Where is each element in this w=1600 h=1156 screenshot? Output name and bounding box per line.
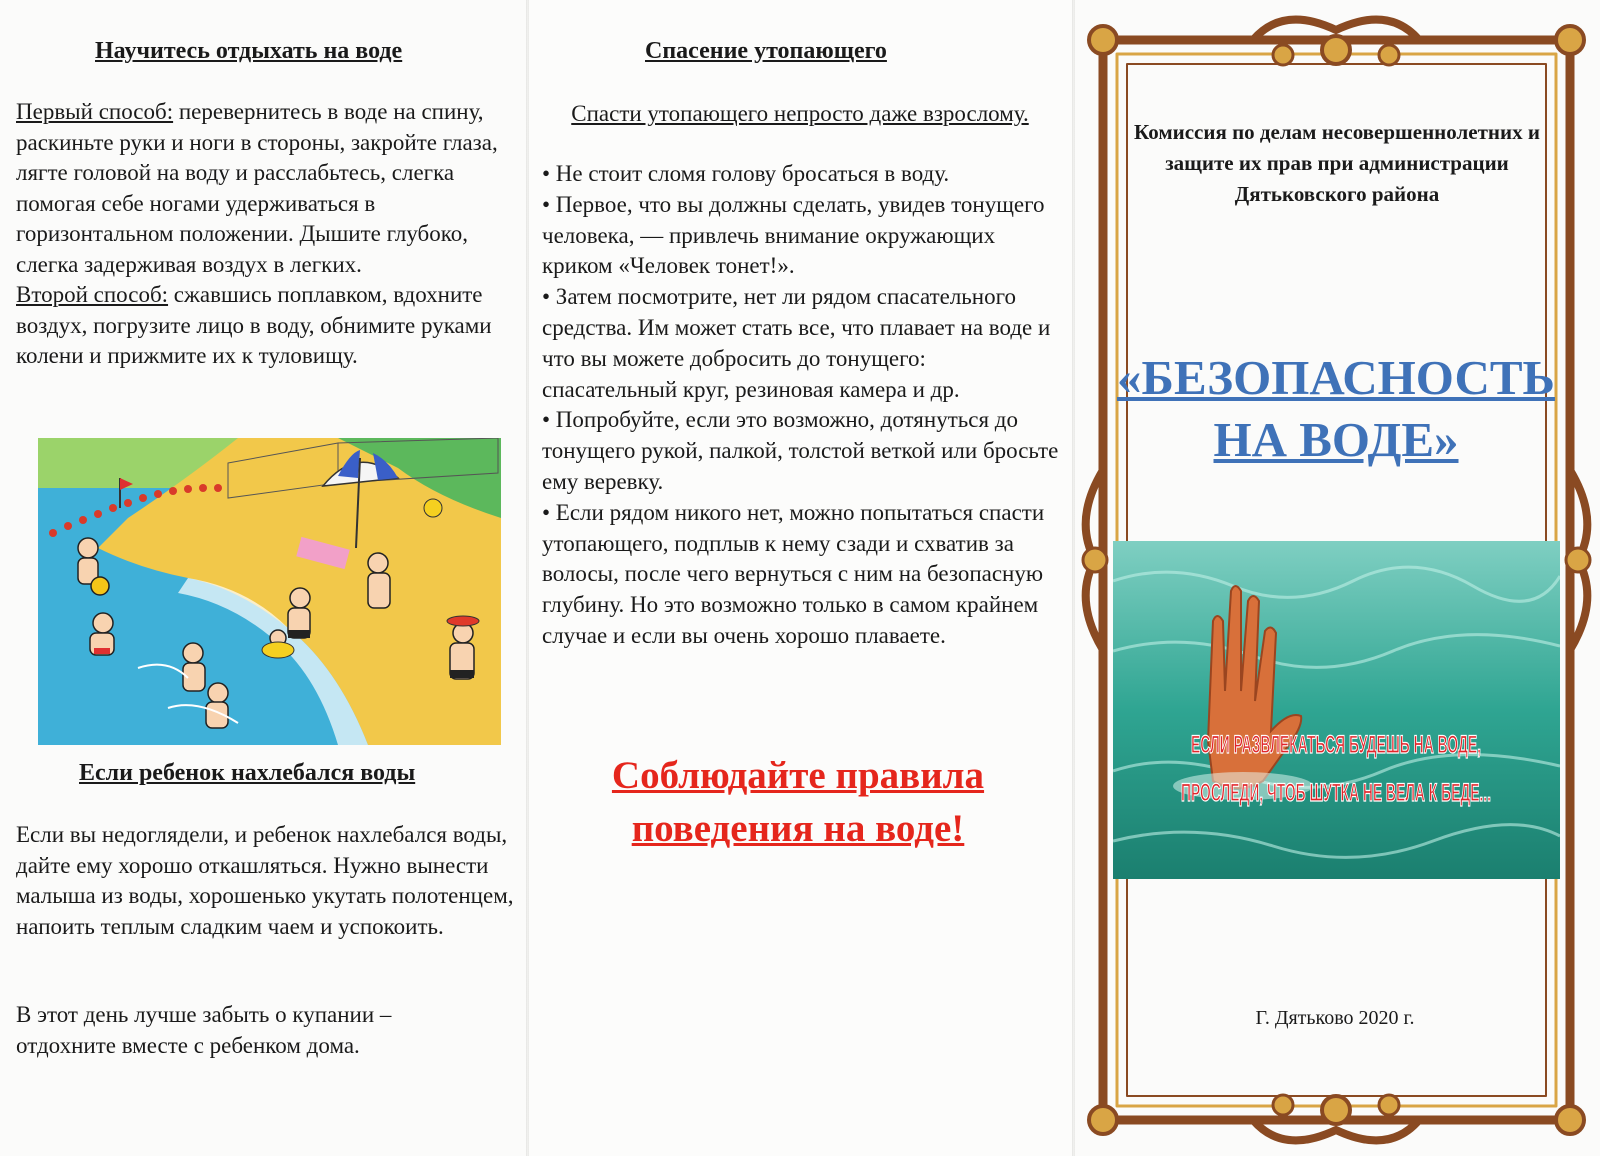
first-method-label: Первый способ: — [16, 99, 174, 124]
final-paragraph: В этот день лучше забыть о купании – отдохните вместе с ребенком дома. — [16, 1002, 392, 1058]
child-swallowed-water-heading: Если ребенок нахлебался воды — [79, 760, 416, 786]
slogan-line: Соблюдайте правила — [611, 754, 985, 797]
title-line: НА ВОДЕ» — [1213, 412, 1459, 467]
list-item: • Если рядом никого нет, можно попытаться спасти утопающего, подплыв к нему сзади и схватив за волосы, после чего вернуться с ним на безопасную глубину. Но это возможно только в самом крайнем случае и если вы очень хорошо плаваете. — [542, 499, 1045, 648]
title-line: «БЕЗОПАСНОСТЬ — [1117, 350, 1555, 405]
safety-slogan — [548, 749, 1048, 855]
beach-illustration — [38, 438, 501, 745]
fold-line — [526, 0, 529, 1156]
organization-name: Комиссия по делам несовершеннолетних и защите их прав при администрации Дятьковского района — [1134, 120, 1540, 206]
city-year: Г. Дятьково 2020 г. — [1255, 1007, 1415, 1029]
drowning-hand-image — [1113, 541, 1560, 879]
leaflet-title — [1100, 347, 1572, 471]
rescue-steps-list — [542, 159, 1062, 652]
caption-line: ЕСЛИ РАЗВЛЕКАТЬСЯ БУДЕШЬ НА ВОДЕ, — [1191, 731, 1481, 759]
list-item: • Не стоит сломя голову бросаться в воду. — [542, 161, 950, 186]
rescue-subheading: Спасти утопающего непросто даже взрослому. — [571, 101, 1029, 126]
choke-paragraph: Если вы недоглядели, и ребенок нахлебался воды, дайте ему хорошо откашляться. Нужно вынести малыша из воды, хорошенько укутать полотенцем, напоить теплым сладким чаем и успокоить. — [16, 822, 514, 939]
caption-line: ПРОСЛЕДИ, ЧТОБ ШУТКА НЕ ВЕЛА К БЕДЕ... — [1181, 779, 1491, 807]
list-item: • Затем посмотрите, нет ли рядом спасательного средства. Им может стать все, что плавает на воде и что вы можете добросить до тонущего: спасательный круг, резиновая камера и др. — [542, 284, 1051, 402]
slogan-line: поведения на воде! — [631, 807, 965, 850]
final-advice-text — [16, 1000, 496, 1061]
rest-on-water-heading: Научитесь отдыхать на воде — [95, 38, 403, 64]
list-item: • Первое, что вы должны сделать, увидев тонущего человека, — привлечь внимание окружающих криком «Человек тонет!». — [542, 191, 1045, 279]
image-caption — [1113, 715, 1560, 815]
rest-methods-text — [16, 97, 516, 372]
list-item: • Попробуйте, если это возможно, дотянуться до тонущего рукой, палкой, толстой веткой или бросьте ему веревку. — [542, 407, 1059, 494]
second-method-text: сжавшись поплавком, вдохните воздух, погрузите лицо в воду, обнимите руками колени и прижмите их к туловищу. — [16, 282, 492, 368]
second-method-label: Второй способ: — [16, 282, 169, 307]
rescue-heading: Спасение утопающего — [645, 38, 887, 64]
child-swallowed-water-text — [16, 820, 521, 942]
first-method-text: перевернитесь в воде на спину, раскиньте руки и ноги в стороны, закройте глаза, лягте головой на воду и расслабьтесь, слегка помогая себе ногами удерживаться в горизонтальном положении. Дышите глубоко, слегка задерживая воздух в легких. — [16, 99, 498, 277]
